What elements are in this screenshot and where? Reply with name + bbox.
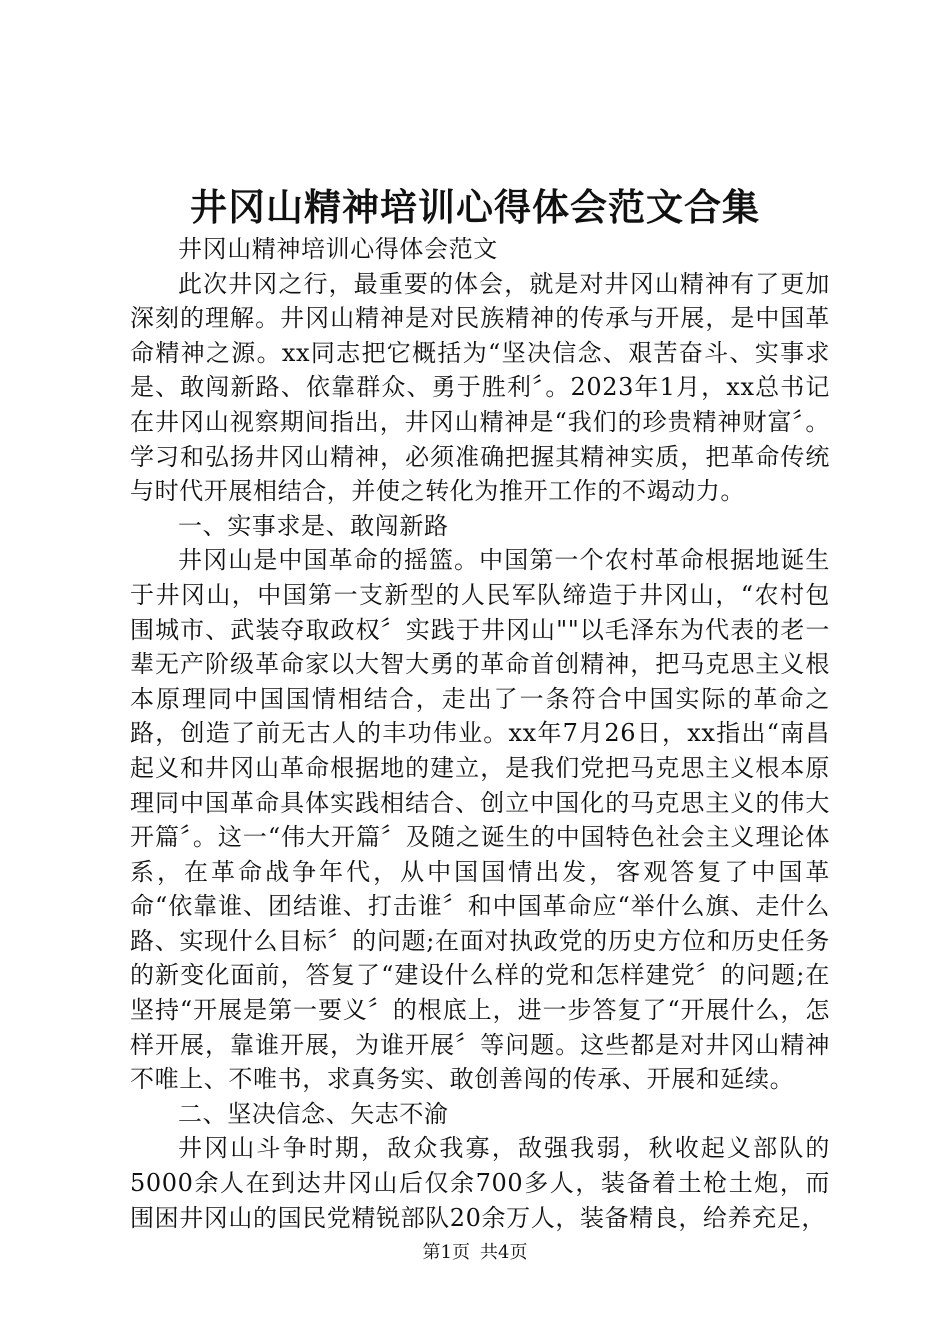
subtitle-paragraph: 井冈山精神培训心得体会范文 bbox=[178, 235, 498, 263]
document-title: 井冈山精神培训心得体会范文合集 bbox=[190, 186, 760, 229]
body-paragraph: 井冈山斗争时期，敌众我寡，敌强我弱，秋收起义部队的5000余人在到达井冈山后仅余700多人，装备着土枪土炮，而围困井冈山的国民党精锐部队20余万人，装备精良，给养充足， bbox=[130, 1134, 830, 1232]
body-paragraph: 此次井冈之行，最重要的体会，就是对井冈山精神有了更加深刻的理解。井冈山精神是对民族精神的传承与开展，是中国革命精神之源。xx同志把它概括为“坚决信念、艰苦奋斗、实事求是、敢闯新路、依靠群众、勇于胜利〞。2023年1月，xx总书记在井冈山视察期间指出，井冈山精神是“我们的珍贵精神财富〞。学习和弘扬井冈山精神，必须准确把握其精神实质，把革命传统与时代开展相结合，并使之转化为推开工作的不竭动力。 bbox=[130, 269, 830, 506]
page-number: 第1页 bbox=[422, 1242, 470, 1263]
body-paragraph: 井冈山是中国革命的摇篮。中国第一个农村革命根据地诞生于井冈山，中国第一支新型的人民军队缔造于井冈山，“农村包围城市、武装夺取政权〞实践于井冈山""以毛泽东为代表的老一辈无产阶级革命家以大智大勇的革命首创精神，把马克思主义根本原理同中国国情相结合，走出了一条符合中国实际的革命之路，创造了前无古人的丰功伟业。xx年7月26日，xx指出“南昌起义和井冈山革命根据地的建立，是我们党把马克思主义根本原理同中国革命具体实践相结合、创立中国化的马克思主义的伟大开篇〞。这一“伟大开篇〞及随之诞生的中国特色社会主义理论体系，在革命战争年代，从中国国情出发，客观答复了中国革命“依靠谁、团结谁、打击谁〞和中国革命应“举什么旗、走什么路、实现什么目标〞的问题;在面对执政党的历史方位和历史任务的新变化面前，答复了“建设什么样的党和怎样建党〞的问题;在坚持“开展是第一要义〞的根底上，进一步答复了“开展什么，怎样开展，靠谁开展，为谁开展〞等问题。这些都是对井冈山精神不唯上、不唯书，求真务实、敢创善闯的传承、开展和延续。 bbox=[130, 546, 830, 1094]
page-footer bbox=[0, 1241, 950, 1265]
section-heading: 二、坚决信念、矢志不渝 bbox=[178, 1099, 449, 1128]
page-total: 共4页 bbox=[480, 1242, 528, 1263]
section-heading: 一、实事求是、敢闯新路 bbox=[178, 511, 449, 540]
document-body bbox=[130, 232, 830, 1235]
